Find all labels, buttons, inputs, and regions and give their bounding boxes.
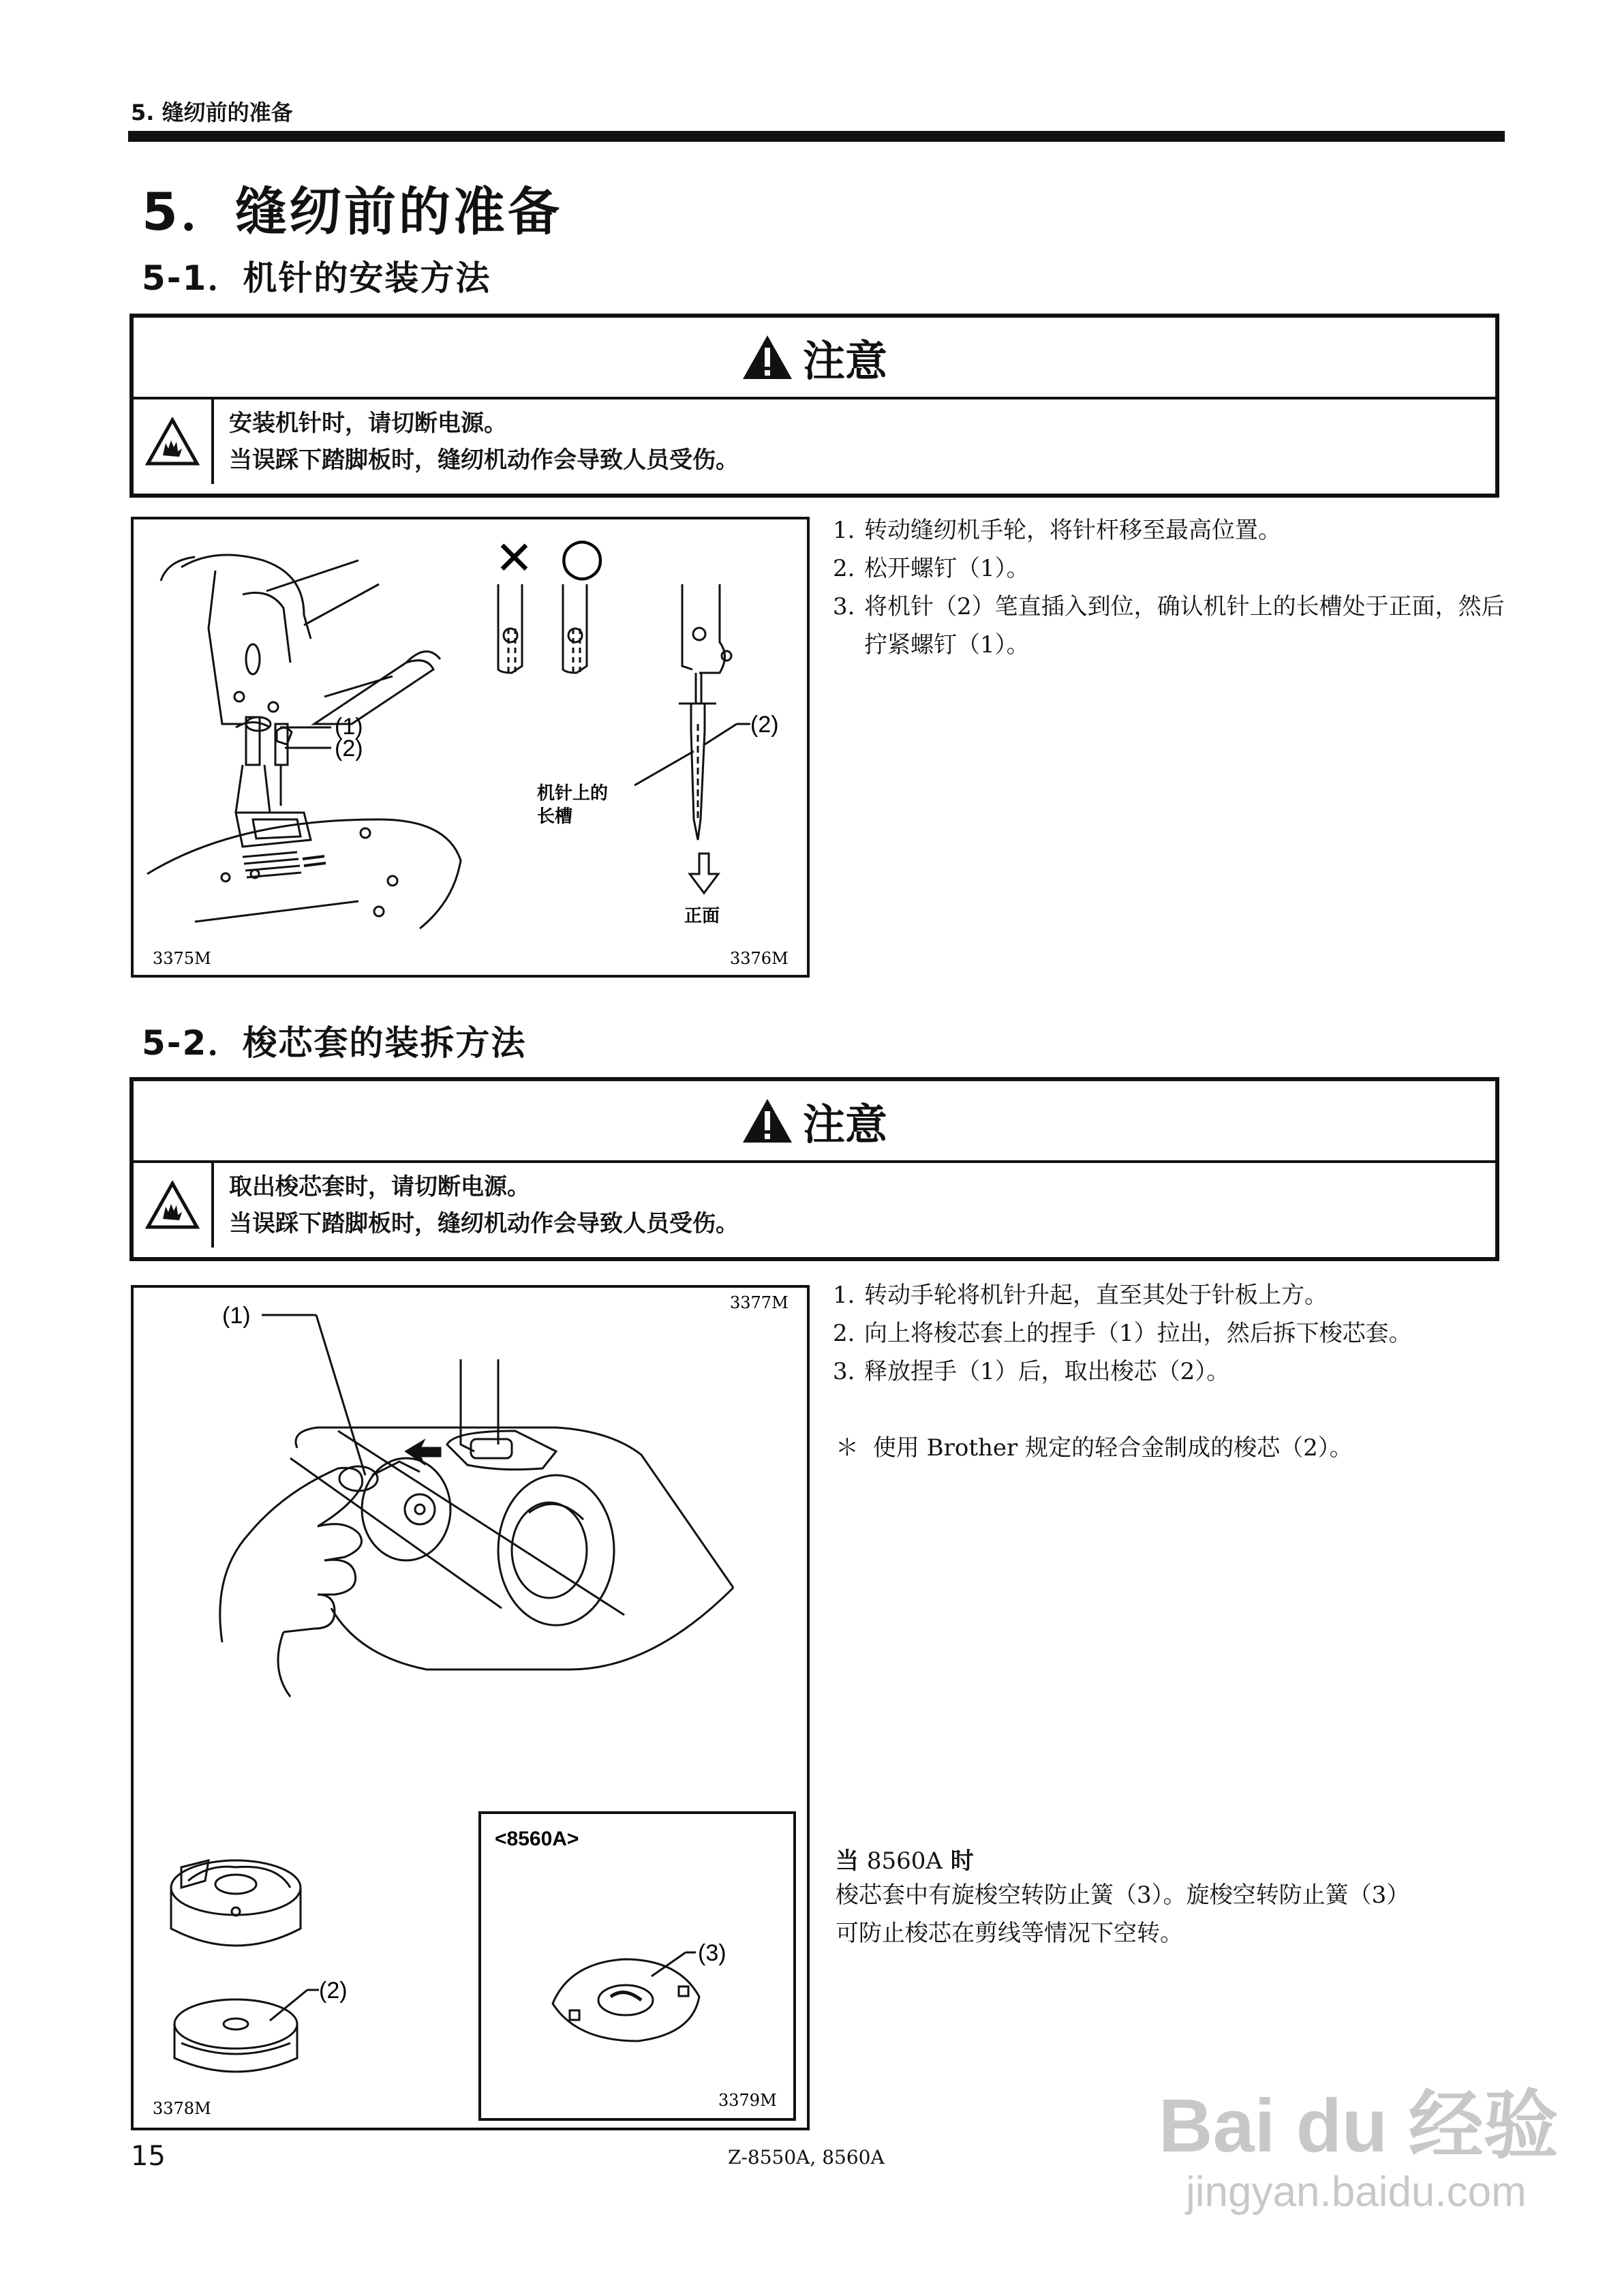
step-item: 3. 释放捏手（1）后，取出梭芯（2）。: [833, 1358, 1230, 1385]
caution-line-1: 安装机针时，请切断电源。: [229, 410, 507, 437]
caution-header: [134, 1081, 1495, 1163]
caution-body: [134, 399, 1495, 484]
steps-5-2: [833, 1276, 1508, 1391]
inset-frame: [480, 1813, 795, 2119]
model-number: Z-8550A, 8560A: [728, 2146, 885, 2169]
chapter-title: 5．缝纫前的准备: [142, 181, 562, 242]
callout-screw-1: (1): [335, 714, 363, 740]
note-brother-bobbin: [836, 1429, 1510, 1467]
step-item: 2. 向上将梭芯套上的捏手（1）拉出，然后拆下梭芯套。: [833, 1320, 1412, 1347]
steps-5-1: [833, 511, 1508, 664]
callout-bobbin-2: (2): [319, 1978, 348, 2004]
baidu-watermark-logo: Bai du 经验: [1159, 2084, 1559, 2168]
section-title-5-2: 5-2．梭芯套的装拆方法: [142, 1023, 527, 1063]
page-number: 15: [131, 2141, 166, 2172]
hand-hazard-icon: [145, 417, 200, 466]
front-label: 正面: [684, 906, 720, 926]
caution-line-2: 当误踩下踏脚板时，缝纫机动作会导致人员受伤。: [229, 447, 739, 474]
needle-installation-illustration: [134, 519, 807, 975]
groove-label-line1: 机针上的: [537, 783, 609, 804]
hand-hazard-icon: [145, 1181, 200, 1230]
step-item: 1. 转动手轮将机针升起，直至其处于针板上方。: [833, 1282, 1328, 1309]
groove-label-line2: 长槽: [537, 806, 573, 827]
header-rule: [128, 131, 1505, 142]
caution-box-needle: [129, 314, 1499, 498]
inset-label: <8560A>: [495, 1828, 579, 1850]
needle-figure: [131, 517, 810, 978]
warning-triangle-icon: [741, 1098, 793, 1144]
caution-header: [134, 318, 1495, 399]
caution-body: [134, 1163, 1495, 1248]
sub-title-8560a: 当 8560A 时: [836, 1847, 974, 1875]
callout-needle-2b: (2): [750, 712, 779, 738]
step-item: 1. 转动缝纫机手轮，将针杆移至最高位置。: [833, 517, 1281, 544]
warning-triangle-icon: [741, 334, 793, 380]
step-item: 3. 将机针（2）笔直插入到位，确认机针上的长槽处于正面，然后拧紧螺钉（1）。: [833, 593, 1505, 659]
caution-title: 注意: [802, 335, 887, 386]
callout-spring-3: (3): [698, 1940, 726, 1966]
step-item: 2. 松开螺钉（1）。: [833, 555, 1030, 582]
figure-code-3376m: 3376M: [730, 949, 789, 968]
wrong-mark-icon: ✕: [495, 532, 534, 586]
sub-description: 梭芯套中有旋梭空转防止簧（3）。旋梭空转防止簧（3） 可防止梭芯在剪线等情况下空转。: [836, 1882, 1410, 1947]
caution-line-2: 当误踩下踏脚板时，缝纫机动作会导致人员受伤。: [229, 1210, 739, 1237]
running-head: 5. 缝纫前的准备: [131, 100, 293, 125]
baidu-watermark-url: jingyan.baidu.com: [1186, 2169, 1527, 2216]
figure-code-3377m: 3377M: [730, 1293, 789, 1312]
bobbin-figure: [131, 1285, 810, 2130]
section-title-5-1: 5-1．机针的安装方法: [142, 258, 491, 298]
note-asterisk-icon: ＊: [836, 1434, 859, 1462]
caution-line-1: 取出梭芯套时，请切断电源。: [229, 1173, 530, 1200]
figure-code-3378m: 3378M: [153, 2099, 211, 2118]
figure-code-3375m: 3375M: [153, 949, 211, 968]
correct-mark-icon: ○: [560, 526, 605, 586]
note-text: 使用 Brother 规定的轻合金制成的梭芯（2）。: [872, 1434, 1353, 1462]
bobbin-case-illustration: [134, 1288, 807, 2128]
caution-title: 注意: [802, 1099, 887, 1149]
callout-latch-1: (1): [222, 1303, 251, 1329]
callout-needle-2: (2): [335, 736, 363, 761]
caution-box-bobbin: [129, 1077, 1499, 1261]
figure-code-3379m: 3379M: [718, 2091, 777, 2110]
